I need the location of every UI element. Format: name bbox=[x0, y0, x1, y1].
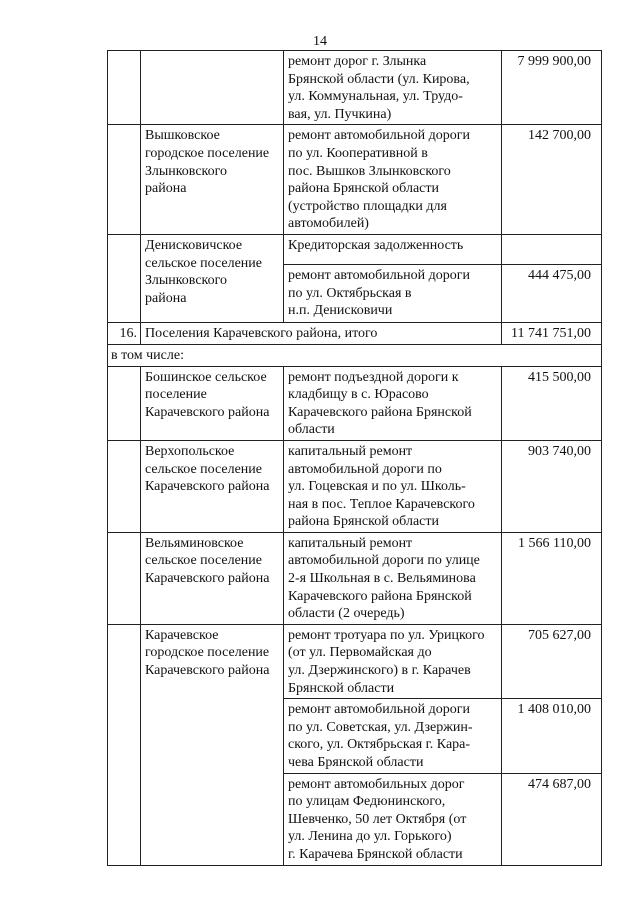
settlement-name: Вельяминовское сельское поселение Карачевского района bbox=[141, 532, 284, 624]
amount-cell: 474 687,00 bbox=[502, 773, 602, 865]
table-row bbox=[108, 366, 602, 440]
subheading-row bbox=[108, 344, 602, 366]
row-number-cell bbox=[108, 234, 141, 322]
amount-cell bbox=[502, 234, 602, 264]
page-number: 14 bbox=[313, 34, 327, 49]
table-row bbox=[108, 440, 602, 532]
row-number: 16. bbox=[108, 322, 141, 344]
table-row bbox=[108, 624, 602, 698]
work-description: ремонт автомобильной дороги по ул. Советская, ул. Дзержин- ского, ул. Октябрьская г. Кара- чева Брянской области bbox=[284, 699, 502, 773]
settlement-name: Карачевское городское поселение Карачевского района bbox=[141, 624, 284, 865]
amount-cell: 142 700,00 bbox=[502, 125, 602, 235]
row-number-cell bbox=[108, 440, 141, 532]
amount-cell: 1 408 010,00 bbox=[502, 699, 602, 773]
amount-cell: 7 999 900,00 bbox=[502, 51, 602, 125]
work-description: ремонт подъездной дороги к кладбищу в с. Юрасово Карачевского района Брянской области bbox=[284, 366, 502, 440]
table-row bbox=[108, 532, 602, 624]
including-label: в том числе: bbox=[108, 344, 602, 366]
district-total-row bbox=[108, 322, 602, 344]
row-number-cell bbox=[108, 51, 141, 125]
row-number-cell bbox=[108, 366, 141, 440]
row-number-cell bbox=[108, 532, 141, 624]
funding-table bbox=[107, 50, 602, 866]
amount-cell: 444 475,00 bbox=[502, 264, 602, 322]
settlement-name: Денисковичское сельское поселение Злынковского района bbox=[141, 234, 284, 322]
district-name: Поселения Карачевского района, итого bbox=[141, 322, 502, 344]
amount-cell: 903 740,00 bbox=[502, 440, 602, 532]
amount-cell: 11 741 751,00 bbox=[502, 322, 602, 344]
table-row bbox=[108, 234, 602, 264]
row-number-cell bbox=[108, 624, 141, 865]
row-number-cell bbox=[108, 125, 141, 235]
work-description: ремонт автомобильной дороги по ул. Кооперативной в пос. Вышков Злынковского района Брянской области (устройство площадки для автомобилей) bbox=[284, 125, 502, 235]
amount-cell: 1 566 110,00 bbox=[502, 532, 602, 624]
settlement-cell bbox=[141, 51, 284, 125]
amount-cell: 705 627,00 bbox=[502, 624, 602, 698]
table-row bbox=[108, 125, 602, 235]
amount-cell: 415 500,00 bbox=[502, 366, 602, 440]
work-description: Кредиторская задолженность bbox=[284, 234, 502, 264]
work-description: ремонт дорог г. Злынка Брянской области (ул. Кирова, ул. Коммунальная, ул. Трудо- вая, ул. Пучкина) bbox=[284, 51, 502, 125]
settlement-name: Вышковское городское поселение Злынковского района bbox=[141, 125, 284, 235]
work-description: капитальный ремонт автомобильной дороги по улице 2-я Школьная в с. Вельяминова Карачевского района Брянской области (2 очередь) bbox=[284, 532, 502, 624]
work-description: ремонт автомобильных дорог по улицам Федюнинского, Шевченко, 50 лет Октября (от ул. Ленина до ул. Горького) г. Карачева Брянской области bbox=[284, 773, 502, 865]
work-description: капитальный ремонт автомобильной дороги по ул. Гоцевская и по ул. Школь- ная в пос. Теплое Карачевского района Брянской области bbox=[284, 440, 502, 532]
work-description: ремонт автомобильной дороги по ул. Октябрьская в н.п. Денисковичи bbox=[284, 264, 502, 322]
settlement-name: Бошинское сельское поселение Карачевского района bbox=[141, 366, 284, 440]
settlement-name: Верхопольское сельское поселение Карачевского района bbox=[141, 440, 284, 532]
table-row bbox=[108, 51, 602, 125]
work-description: ремонт тротуара по ул. Урицкого (от ул. Первомайская до ул. Дзержинского) в г. Карачев Брянской области bbox=[284, 624, 502, 698]
